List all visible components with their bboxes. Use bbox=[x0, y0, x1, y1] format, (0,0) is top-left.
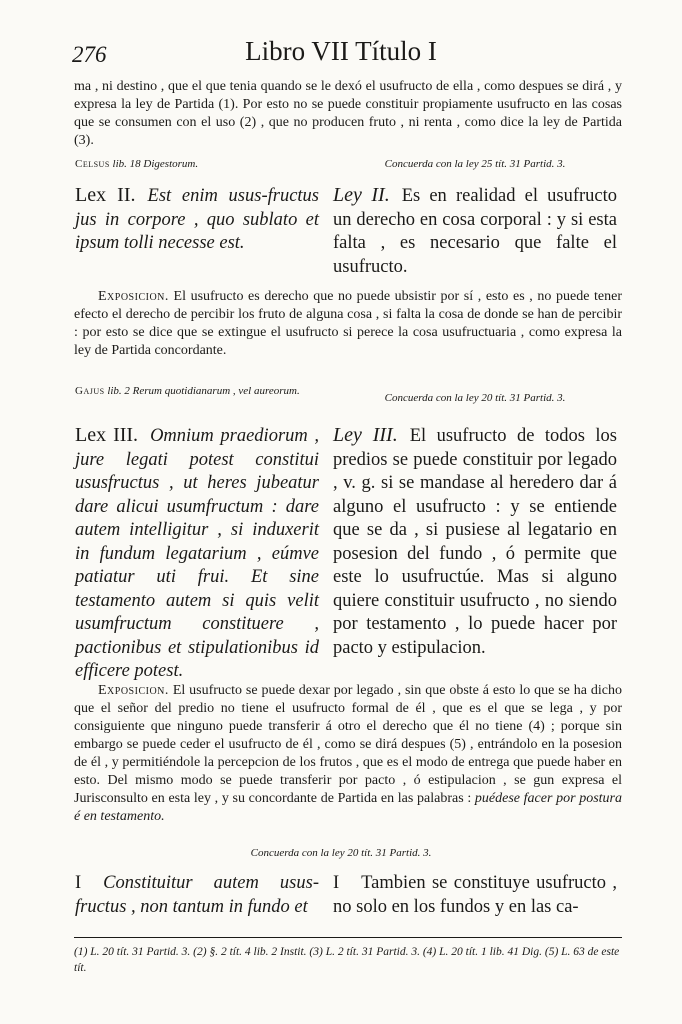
intro-text: ma , ni destino , que el que tenia quando se le dexó el usufructo de ella , como despues se dirá , y expresa la ley de Partida (1). Por esto no se puede constituir propiamente usufructo en las cosas que se consumen con el uso (2) , que no producen fruto , ni renta , como dice la ley de Partida (3). bbox=[74, 79, 622, 148]
exposicion-2-heading: Exposicion. bbox=[98, 683, 169, 698]
lex-2-heading: Lex II. bbox=[75, 184, 136, 206]
ley-paragraph-text: Tambien se constituye usufructo , no solo en los fundos y en las ca- bbox=[333, 873, 617, 917]
exposicion-2 bbox=[74, 682, 622, 826]
ley-2 bbox=[333, 184, 617, 279]
lex-3 bbox=[75, 424, 319, 684]
ley-3-paragraph-1 bbox=[333, 872, 617, 919]
exposicion-1-text: El usufructo es derecho que no puede ubsistir por sí , esto es , no puede tener efecto el derecho de percibir los fruto de alguna cosa , si falta la cosa de donde se han de percibir : por esto se dice que se extingue el usufructo si perece la cosa usufructuaria , como expresa la ley de Partida concordante. bbox=[74, 289, 622, 358]
concordance-ley-3: Concuerda con la ley 20 tít. 31 Partid. 3. bbox=[384, 392, 566, 404]
ley-2-heading: Ley II. bbox=[333, 184, 390, 206]
ley-2-text: Es en realidad el usufructo un derecho en cosa corporal : y si esta falta , es necesario que falte el usufructo. bbox=[333, 186, 618, 277]
source-celsus bbox=[75, 157, 319, 171]
concordance-ley-2: Concuerda con la ley 25 tít. 31 Partid. 3. bbox=[384, 158, 566, 170]
lex-2-text: Est enim usus-fructus jus in corpore , quo sublato et ipsum tolli necesse est. bbox=[75, 186, 319, 253]
exposicion-1-heading: Exposicion. bbox=[98, 289, 169, 304]
page-number: 276 bbox=[72, 42, 107, 67]
source-author: Celsus bbox=[75, 158, 110, 170]
footnote-rule bbox=[74, 937, 622, 938]
lex-3-text: Omnium praediorum , jure legati potest constitui ususfructus , ut heres jubeatur dare alicui usumfructum : dare autem intelligitur , si induxerit in fundum legatarium , eúmve patiatur uti frui. Et sine testamento autem si quis velit usumfructum constituere , pactionibus et stipulationibus id efficere potest. bbox=[75, 426, 319, 681]
lex-2 bbox=[75, 184, 319, 256]
exposicion-2-text: El usufructo se puede dexar por legado , sin que obste á esto lo que se ha dicho que el señor del predio no tiene el usufructo formal de él , que es el que se lega , y por consiguiente que ninguno puede transferir á otro el derecho que él no tiene (4) ; porque sin embargo se puede ceder el usufructo de él , como se dirá despues (5) , entrándolo en la posesion de él , y permitiéndole la percepcion de los frutos , que es el modo de entrega que puede haber en esto. Del mismo modo se puede transferir por pacto , ó estipulacion , se gun expresa el Jurisconsulto en esta ley , y su concordante de Partida en las palabras : bbox=[74, 683, 622, 806]
source-author: Gajus bbox=[75, 385, 105, 397]
exposicion-2-quote: puédese facer por postura é en testamento. bbox=[74, 791, 622, 824]
ley-3-heading: Ley III. bbox=[333, 424, 398, 446]
footnotes: (1) L. 20 tít. 31 Partid. 3. (2) §. 2 tít. 4 lib. 2 Instit. (3) L. 2 tít. 31 Partid. 3. (4) L. 20 tít. 1 lib. 41 Dig. (5) L. 63 de este tít. bbox=[74, 946, 620, 974]
lex-paragraph-text: Constituitur autem usus-fructus , non tantum in fundo et bbox=[75, 873, 319, 917]
ley-3-text: El usufructo de todos los predios se puede constituir por legado , v. g. si se mandase al heredero dar á alguno el usufructo : y se entiende que se da , si pusiese al legatario en posesion del fundo , ó permite que este lo usufructúe. Mas si alguno quiere constituir usufructo , no siendo por testamento , lo puede hacer por pacto y estipulacion. bbox=[333, 426, 618, 658]
intro-paragraph bbox=[74, 78, 622, 150]
concordance-section-3: Concuerda con la ley 20 tít. 31 Partid. 3. bbox=[250, 847, 432, 859]
lex-3-paragraph-1 bbox=[75, 872, 319, 919]
source-work: lib. 18 Digestorum. bbox=[112, 158, 199, 170]
source-gajus bbox=[75, 384, 319, 398]
source-work: lib. 2 Rerum quotidianarum , vel aureorum. bbox=[107, 385, 300, 397]
lex-3-heading: Lex III. bbox=[75, 424, 139, 446]
ley-paragraph-number: I bbox=[333, 873, 340, 893]
running-title: Libro VII Título I bbox=[245, 36, 437, 66]
exposicion-1 bbox=[74, 288, 622, 360]
lex-paragraph-number: I bbox=[75, 873, 82, 893]
ley-3 bbox=[333, 424, 617, 660]
